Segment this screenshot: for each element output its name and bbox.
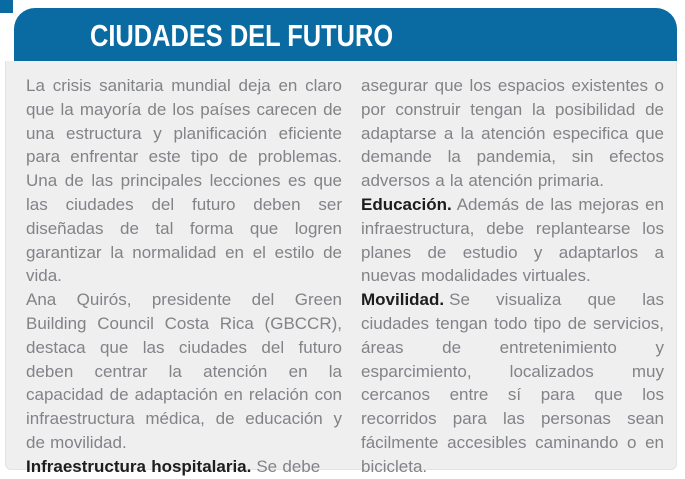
article-column-right [361,74,664,476]
article-box [5,61,677,476]
paragraph [26,74,342,288]
paragraph-text: asegurar que los espacios existentes o por construir tengan la posibilidad de adaptarse a la atención especifica que demande la pandemia, sin efectos adversos a la atención primaria. [361,76,664,191]
paragraph [361,74,664,193]
paragraph [361,193,664,288]
paragraph [26,455,342,479]
paragraph-lead: Infraestructura hospitalaria. [26,456,252,476]
paragraph [361,288,664,478]
paragraph-text: Además de las mejoras en infraestructura, debe replantearse los planes de estudio y adaptarlos a nuevas modalidades virtuales. [361,194,664,286]
paragraph [26,288,342,455]
paragraph-lead: Movilidad. [361,290,445,310]
corner-accent-square [0,0,13,13]
article-column-left [26,74,342,476]
paragraph-lead: Educación. [361,194,452,214]
paragraph-text: Se debe [256,456,321,476]
paragraph-text: La crisis sanitaria mundial deja en claro que la mayoría de los países carecen de una estructura y planificación eficiente para enfrentar este tipo de problemas. Una de las principales lecciones es que las ciudades del futuro deben ser diseñadas de tal forma que logren garantizar la normalidad en el estilo de vida. [26,76,342,286]
paragraph-text: Ana Quirós, presidente del Green Building Council Costa Rica (GBCCR), destaca que las ciudades del futuro deben centrar la atención en la capacidad de adaptación en relación con infraestructura médica, de educación y de movilidad. [26,290,342,452]
paragraph-text: Se visualiza que las ciudades tengan todo tipo de servicios, áreas de entretenimiento y esparcimiento, localizados muy cercanos entre sí para que los recorridos para las personas sean fácilmente accesibles caminando o en bicicleta. [361,290,664,476]
page-title: CIUDADES DEL FUTURO [90,18,394,53]
header-bar [14,8,677,61]
